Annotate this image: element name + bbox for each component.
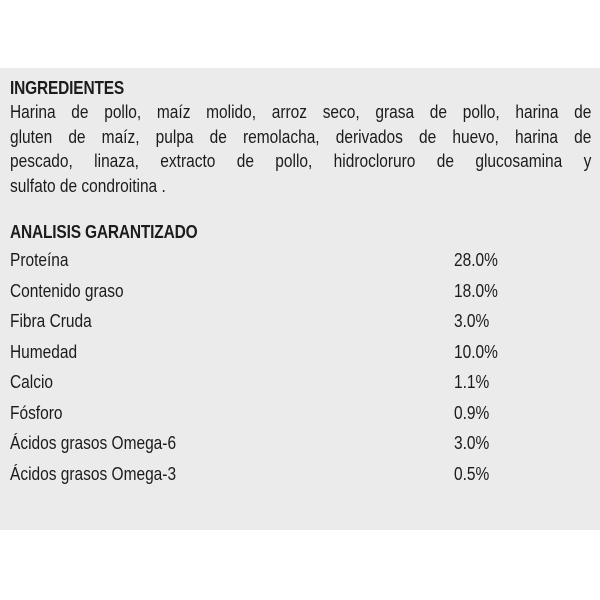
analysis-row-omega-6 bbox=[10, 428, 590, 459]
nutrient-name: Contenido graso bbox=[10, 280, 124, 301]
nutrient-value: 0.9% bbox=[454, 402, 490, 423]
analysis-heading: ANALISIS GARANTIZADO bbox=[10, 222, 198, 242]
nutrient-name: Ácidos grasos Omega-3 bbox=[10, 463, 177, 484]
analysis-row-calcio bbox=[10, 367, 590, 398]
ingredients-text bbox=[10, 100, 591, 198]
nutrient-name: Calcio bbox=[10, 372, 54, 392]
nutrient-value: 1.1% bbox=[454, 372, 490, 392]
nutrient-name: Fibra Cruda bbox=[10, 311, 92, 331]
nutrient-value: 3.0% bbox=[454, 311, 490, 331]
analysis-row-fosforo bbox=[10, 398, 590, 429]
analysis-row-humedad bbox=[10, 337, 590, 368]
analysis-row-fibra-cruda bbox=[10, 306, 590, 337]
ingredients-line: sulfato de condroitina . bbox=[10, 175, 166, 196]
ingredients-line: gluten de maíz, pulpa de remolacha, derivados de huevo, harina de bbox=[10, 126, 592, 147]
nutrient-value: 3.0% bbox=[454, 433, 490, 453]
nutrient-name: Proteína bbox=[10, 250, 69, 270]
nutrient-value: 0.5% bbox=[454, 463, 490, 484]
nutrition-label-panel bbox=[0, 68, 600, 530]
nutrient-name: Ácidos grasos Omega-6 bbox=[10, 433, 177, 453]
analysis-row-contenido-graso bbox=[10, 276, 590, 307]
nutrient-value: 10.0% bbox=[454, 341, 498, 362]
nutrient-name: Humedad bbox=[10, 341, 78, 362]
nutrient-name: Fósforo bbox=[10, 402, 63, 423]
nutrient-value: 28.0% bbox=[454, 250, 498, 270]
ingredients-line: Harina de pollo, maíz molido, arroz seco, grasa de pollo, harina de bbox=[10, 102, 592, 122]
ingredients-heading: INGREDIENTES bbox=[10, 78, 125, 98]
ingredients-line: pescado, linaza, extracto de pollo, hidrocloruro de glucosamina y bbox=[10, 151, 592, 171]
analysis-row-omega-3 bbox=[10, 459, 590, 490]
analysis-row-proteina bbox=[10, 245, 590, 276]
nutrient-value: 18.0% bbox=[454, 280, 498, 301]
analysis-table bbox=[10, 245, 590, 489]
